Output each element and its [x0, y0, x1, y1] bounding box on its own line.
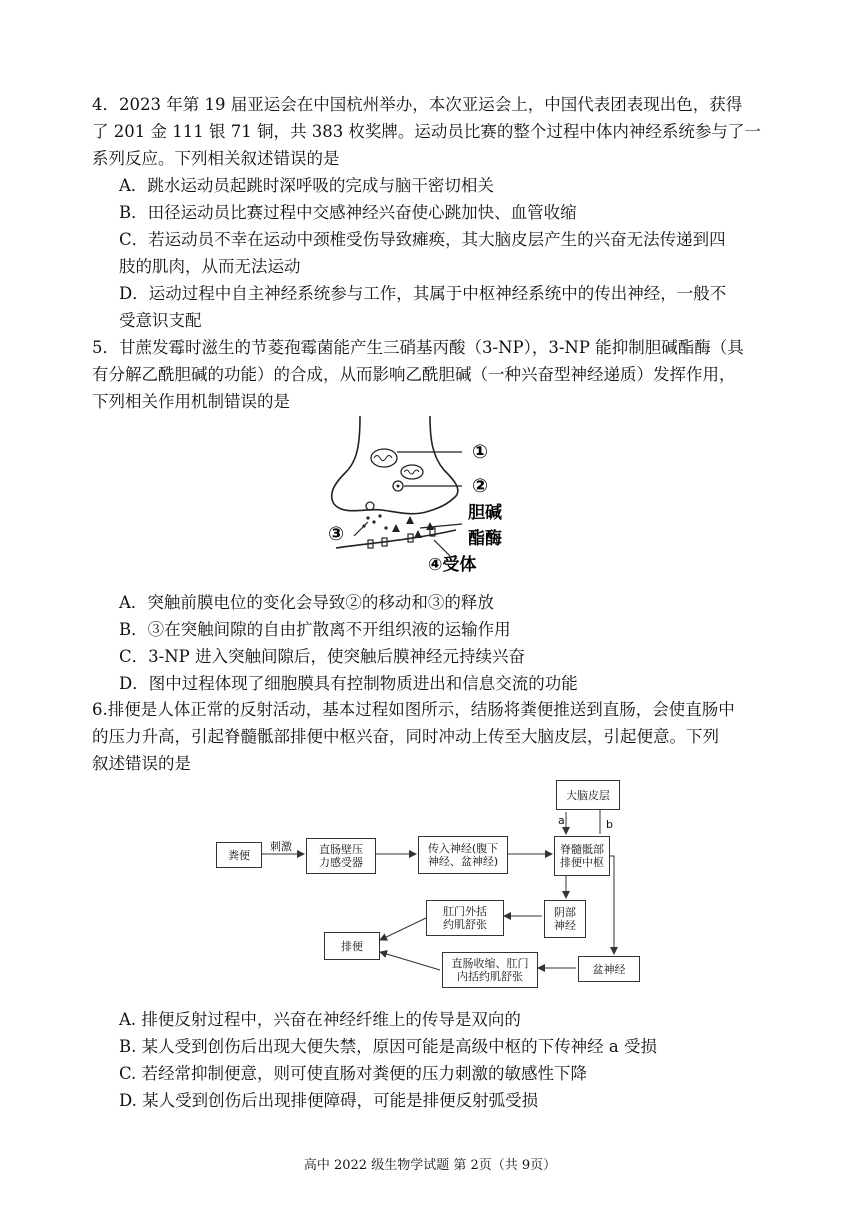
question-6-options: [92, 1006, 772, 1114]
defecation-reflex-diagram: [208, 776, 648, 996]
label-enzyme-2: 酯酶: [468, 529, 502, 549]
q6-stem-line: 的压力升高，引起脊髓骶部排便中枢兴奋，同时冲动上传至大脑皮层，引起便意。下列: [92, 727, 719, 746]
q6-stem-line: 6.排便是人体正常的反射活动，基本过程如图所示，结肠将粪便推送到直肠，会使直肠中: [92, 700, 735, 719]
box-receptor: 直肠壁压 力感受器: [306, 838, 376, 874]
q4-option-d: D．运动过程中自主神经系统参与工作，其属于中枢神经系统中的传出神经，一般不: [119, 284, 727, 303]
q5-option-c: C．3-NP 进入突触间隙后，使突触后膜神经元持续兴奋: [119, 647, 525, 666]
q5-stem-line: 下列相关作用机制错误的是: [92, 392, 290, 411]
question-6: [92, 696, 772, 777]
presynaptic-membrane: [332, 416, 458, 514]
label-2: ②: [472, 475, 489, 497]
q4-option-d-cont: 受意识支配: [119, 311, 202, 330]
box-rectum-contraction: 直肠收缩、肛门 内括约肌舒张: [442, 952, 538, 988]
synapse-figure: [322, 412, 522, 578]
q4-option-b: B．田径运动员比赛过程中交感神经兴奋使心跳加快、血管收缩: [119, 203, 577, 222]
q4-stem-line: 4．2023 年第 19 届亚运会在中国杭州举办，本次亚运会上，中国代表团表现出色，获得: [92, 95, 743, 114]
enzyme-triangle: [392, 524, 400, 532]
mitochondrion-shape: [371, 449, 397, 467]
label-receptor: ④受体: [428, 555, 477, 575]
box-afferent: 传入神经(腹下 神经、盆神经): [418, 836, 508, 874]
q5-option-a: A．突触前膜电位的变化会导致②的移动和③的释放: [119, 593, 494, 612]
question-4: [92, 91, 772, 334]
box-external-sphincter: 肛门外括 约肌舒张: [426, 900, 504, 936]
q6-option-b: B. 某人受到创伤后出现大便失禁，原因可能是高级中枢的下传神经 a 受损: [119, 1037, 657, 1056]
q5-stem-line: 有分解乙酰胆碱的功能）的合成，从而影响乙酰胆碱（一种兴奋型神经递质）发挥作用，: [92, 365, 736, 384]
q4-option-a: A．跳水运动员起跳时深呼吸的完成与脑干密切相关: [119, 176, 494, 195]
label-enzyme-1: 胆碱: [468, 503, 502, 523]
q4-stem-line: 了 201 金 111 银 71 铜，共 383 枚奖牌。运动员比赛的整个过程中体内神经系统参与了一: [92, 122, 761, 141]
q6-option-a: A. 排便反射过程中，兴奋在神经纤维上的传导是双向的: [119, 1010, 521, 1029]
label-a: a: [558, 814, 565, 827]
question-5-options: [92, 589, 772, 697]
q6-stem-line: 叙述错误的是: [92, 754, 191, 773]
box-defecation: 排便: [324, 932, 380, 960]
box-center: 脊髓骶部 排便中枢: [554, 836, 610, 876]
q4-stem-line: 系列反应。下列相关叙述错误的是: [92, 149, 340, 168]
label-b: b: [606, 818, 613, 831]
page-footer: 高中 2022 级生物学试题 第 2页（共 9页）: [303, 1158, 557, 1173]
label-1: ①: [472, 441, 489, 463]
label-3: ③: [328, 523, 345, 545]
question-5: [92, 334, 772, 415]
label-stimulus: 刺激: [270, 840, 292, 853]
q6-option-d: D. 某人受到创伤后出现排便障碍，可能是排便反射弧受损: [119, 1091, 539, 1110]
q5-option-d: D．图中过程体现了细胞膜具有控制物质进出和信息交流的功能: [119, 674, 578, 693]
box-pudendal-nerve: 阴部 神经: [544, 900, 586, 938]
q5-option-b: B．③在突触间隙的自由扩散离不开组织液的运输作用: [119, 620, 511, 639]
q6-option-c: C. 若经常抑制便意，则可使直肠对粪便的压力刺激的敏感性下降: [119, 1064, 588, 1083]
postsynaptic-membrane: [336, 530, 456, 548]
box-cortex: 大脑皮层: [556, 780, 620, 810]
q5-stem-line: 5．甘蔗发霉时滋生的节菱孢霉菌能产生三硝基丙酸（3-NP），3-NP 能抑制胆碱酯酶（具: [92, 338, 744, 357]
q4-option-c-cont: 肢的肌肉，从而无法运动: [119, 257, 301, 276]
q4-option-c: C．若运动员不幸在运动中颈椎受伤导致瘫痪，其大脑皮层产生的兴奋无法传递到四: [119, 230, 726, 249]
box-pelvic-nerve: 盆神经: [578, 956, 640, 982]
box-feces: 粪便: [216, 842, 262, 868]
